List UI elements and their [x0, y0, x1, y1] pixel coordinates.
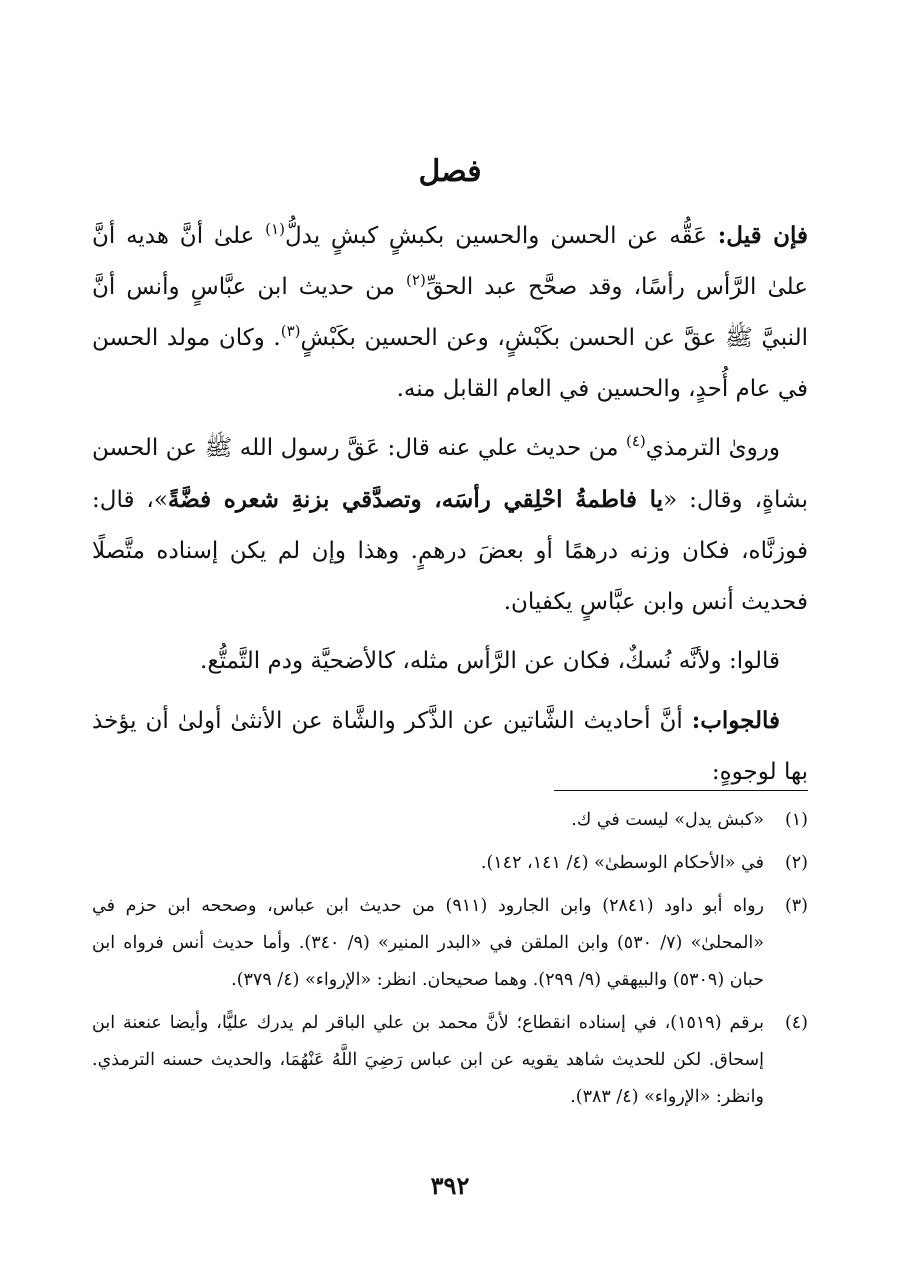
- text-segment: من حديث ابن عبَّاسٍ وأنس أنَّ النبيَّ ﷺ عقَّ عن الحسن بكَبْشٍ، وعن الحسين بكَبْشٍ: [92, 274, 808, 351]
- footnote-2: [92, 845, 808, 882]
- paragraph-qalu: [92, 636, 808, 687]
- text-segment: أنَّ أحاديث الشَّاتين عن الذَّكر والشَّاة عن الأنثىٰ أولىٰ أن يؤخذ بها لوجوهٍ:: [92, 708, 808, 785]
- footnote-number: (١): [784, 810, 808, 830]
- text-segment: علىٰ أنَّ هديه أنَّ علىٰ الرَّأس رأسًا، وقد صحَّح عبد الحقِّ: [92, 223, 808, 300]
- footnote-number: (٤): [784, 1013, 808, 1033]
- paragraph-answer: [92, 695, 808, 798]
- text-segment: عَقُّه عن الحسن والحسين بكبشٍ كبشٍ يدلُّ: [284, 223, 718, 249]
- text-segment: »، قال: فوزنَّاه، فكان وزنه درهمًا أو بعضَ درهمٍ. وهذا وإن لم يكن إسناده متَّصلًا فحديث أنس وابن عبَّاسٍ يكفيان.: [92, 487, 808, 615]
- paragraph-objection: [92, 210, 808, 415]
- text-segment: وروىٰ الترمذي: [645, 435, 781, 461]
- footnote-3: [92, 888, 808, 999]
- footnote-ref-1[interactable]: (١): [265, 220, 285, 238]
- footnote-ref-3[interactable]: (٣): [280, 322, 301, 340]
- footnote-number: (٢): [784, 853, 808, 873]
- footnote-ref-2[interactable]: (٢): [406, 271, 426, 289]
- objection-lead: فإن قيل:: [717, 222, 809, 249]
- text-segment: قالوا: ولأنَّه نُسكٌ، فكان عن الرَّأس مثله، كالأضحيَّة ودم التَّمتُّع.: [200, 648, 780, 674]
- section-title: فصل: [418, 154, 482, 189]
- footnotes: [92, 802, 808, 1122]
- footnote-ref-4[interactable]: (٤): [625, 432, 646, 450]
- footnote-1: [92, 802, 808, 839]
- footnote-text: برقم (١٥١٩)، في إسناده انقطاع؛ لأنَّ محمد بن علي الباقر لم يدرك عليًّا، وأيضا عنعنة ابن إسحاق. لكن للحديث شاهد يقويه عن ابن عباس رَضِيَ اللَّهُ عَنْهُمَا، والحديث حسنه الترمذي. وانظر: «الإرواء» (٤/ ٣٨٣).: [92, 1013, 764, 1107]
- footnote-separator: [554, 790, 808, 791]
- footnote-4: [92, 1005, 808, 1116]
- text-segment: من حديث علي عنه قال: عَقَّ رسول الله ﷺ عن الحسن بشاةٍ، وقال: «: [92, 435, 808, 513]
- answer-lead: فالجواب:: [691, 707, 780, 734]
- main-text: [92, 210, 808, 806]
- hadith-quote: يا فاطمةُ احْلِقي رأسَه، وتصدَّقي بزنةِ شعره فضَّةً: [167, 486, 664, 513]
- page-number: ٣٩٢: [430, 1171, 470, 1200]
- footnote-text: رواه أبو داود (٢٨٤١) وابن الجارود (٩١١) من حديث ابن عباس، وصححه ابن حزم في «المحلىٰ» (٧/ ٥٣٠) وابن الملقن في «البدر المنير» (٩/ ٣٤٠). وأما حديث أنس فرواه ابن حبان (٥٣٠٩) والبيهقي (٩/ ٢٩٩). وهما صحيحان. انظر: «الإرواء» (٤/ ٣٧٩).: [92, 896, 765, 990]
- text-segment: . وكان مولد الحسن في عام أُحدٍ، والحسين في العام القابل منه.: [92, 325, 808, 402]
- footnote-text: في «الأحكام الوسطىٰ» (٤/ ١٤١، ١٤٢).: [480, 853, 764, 873]
- paragraph-tirmidhi: [92, 423, 808, 628]
- footnote-text: «كبش يدل» ليست في ك.: [571, 810, 764, 830]
- footnote-number: (٣): [784, 896, 808, 916]
